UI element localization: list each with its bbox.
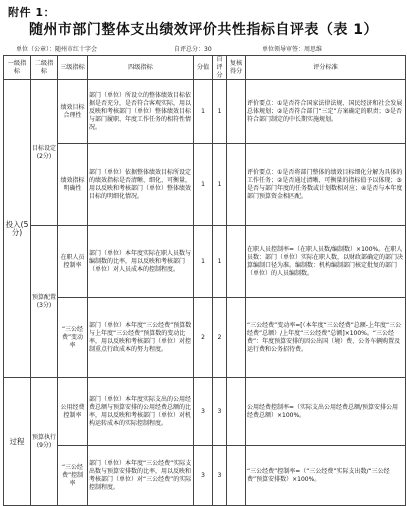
col-header-level1: 一级指标 bbox=[4, 56, 31, 80]
self-score-cell: 1 bbox=[213, 80, 227, 144]
col-header-criteria: 评分标准 bbox=[246, 56, 406, 80]
leader-field: 单位领导审签：周思维 bbox=[262, 46, 323, 53]
table-row bbox=[4, 378, 406, 446]
level4-cell: 部门（单位）所设立的整体绩效目标依据是否充分，是否符合客观实际，用以反映和考核部门（单位）整体绩效目标与部门履职、年度工作任务的相符性情况。 bbox=[88, 80, 194, 144]
indicator-table bbox=[3, 55, 406, 506]
table-header-row bbox=[4, 56, 406, 80]
score-cell: 1 bbox=[194, 144, 213, 226]
score-cell: 1 bbox=[194, 226, 213, 298]
criteria-cell: 评价要点：①是否将部门整体的绩效目标细化分解为具体的工作任务；②是否通过清晰、可衡量的指标值予以体现；③是否与部门年度的任务数或计划数相对应；④是否与本年度部门预算资金相匹配。 bbox=[246, 144, 406, 226]
self-score-cell: 2 bbox=[213, 298, 227, 378]
level4-cell: 部门（单位）本年度“三公经费”实际支出数与预算安排数的比率，用以反映和考核部门（单位）对“三公经费”的实际控制程度。 bbox=[88, 446, 194, 506]
self-score-cell: 3 bbox=[213, 446, 227, 506]
review-score-cell bbox=[227, 226, 246, 298]
review-score-cell bbox=[227, 80, 246, 144]
table-row bbox=[4, 226, 406, 298]
page-title: 随州市部门整体支出绩效评价共性指标自评表（表 1） bbox=[28, 22, 379, 38]
self-score-cell: 1 bbox=[213, 144, 227, 226]
col-header-level3: 三级指标 bbox=[58, 56, 88, 80]
col-header-review-score: 复核得分 bbox=[227, 56, 246, 80]
level4-cell: 部门（单位）依据整体绩效目标所设定的绩效指标是否清晰、细化、可衡量，用以反映和考核部门（单位）整体绩效目标的明细化情况。 bbox=[88, 144, 194, 226]
criteria-cell: 公用经费控制率=（实际支出公用经费总额/预算安排公用经费总额）×100%。 bbox=[246, 378, 406, 446]
level3-cell: “三公经费”控制率 bbox=[58, 446, 88, 506]
criteria-cell: 评价要点：①是否符合国家法律法规、国民经济和社会发展总体规划；②是否符合部门“三定”方案确定的职责；③是否符合部门制定的中长期实施规划。 bbox=[246, 80, 406, 144]
level3-cell: 在职人员控制率 bbox=[58, 226, 88, 298]
level3-cell: 绩效指标明确性 bbox=[58, 144, 88, 226]
level2-goal-cell: 目标设定(2分) bbox=[31, 80, 58, 226]
level3-cell: 绩效目标合理性 bbox=[58, 80, 88, 144]
unit-field: 单位（公章）：随州市红十字会 bbox=[16, 46, 98, 53]
level3-cell: “三公经费”变动率 bbox=[58, 298, 88, 378]
table-row bbox=[4, 298, 406, 378]
table-row bbox=[4, 144, 406, 226]
level1-process-cell: 过程 bbox=[4, 378, 31, 506]
level4-cell: 部门（单位）本年度“三公经费”预算数与上年度“三公经费”预算数的变动比率，用以反映和考核部门（单位）对控制重点行政成本的努力程度。 bbox=[88, 298, 194, 378]
table-row bbox=[4, 446, 406, 506]
score-cell: 1 bbox=[194, 80, 213, 144]
review-score-cell bbox=[227, 144, 246, 226]
col-header-score: 分值 bbox=[194, 56, 213, 80]
attachment-label: 附件 1： bbox=[8, 6, 55, 19]
self-score-cell: 3 bbox=[213, 378, 227, 446]
level4-cell: 部门（单位）本年度实际支出的公用经费总额与预算安排的公用经费总额的比率，用以反映和考核部门（单位）对机构运转成本的实际控制程度。 bbox=[88, 378, 194, 446]
col-header-self-score: 自评分 bbox=[213, 56, 227, 80]
criteria-cell: 在职人员控制率=（在职人员数/编制数）×100%。在职人员数：部门（单位）实际在职人数，以财政部确定的部门决算编制口径为准。编制数：机构编制部门核定批复的部门（单位）的人员编制数。 bbox=[246, 226, 406, 298]
level2-budget-cell: 预算配置(3分) bbox=[31, 226, 58, 378]
score-cell: 3 bbox=[194, 378, 213, 446]
level2-exec-cell: 预算执行(9分) bbox=[31, 378, 58, 506]
self-score-field: 自评总分：30 bbox=[174, 46, 212, 53]
criteria-cell: “三公经费”变动率=[（本年度“三公经费”总额-上年度“三公经费”总额）/上年度“三公经费”总额]×100%。“三公经费”：年度预算安排的因公出国（境）费、公务车辆购置及运行费和公务招待费。 bbox=[246, 298, 406, 378]
level4-cell: 部门（单位）本年度实际在职人员数与编制数的比率，用以反映和考核部门（单位）对人员成本的控制程度。 bbox=[88, 226, 194, 298]
score-cell: 2 bbox=[194, 298, 213, 378]
criteria-cell: “三公经费”控制率=（“三公经费”实际支出数/“三公经费”预算安排数）×100%。 bbox=[246, 446, 406, 506]
self-score-cell: 1 bbox=[213, 226, 227, 298]
table-row bbox=[4, 80, 406, 144]
col-header-level2: 二级指标 bbox=[31, 56, 58, 80]
level1-input-cell: 投入(5分) bbox=[4, 80, 31, 378]
review-score-cell bbox=[227, 378, 246, 446]
score-cell: 3 bbox=[194, 446, 213, 506]
review-score-cell bbox=[227, 298, 246, 378]
level3-cell: 公用经费控制率 bbox=[58, 378, 88, 446]
col-header-level4: 四级指标 bbox=[88, 56, 194, 80]
review-score-cell bbox=[227, 446, 246, 506]
